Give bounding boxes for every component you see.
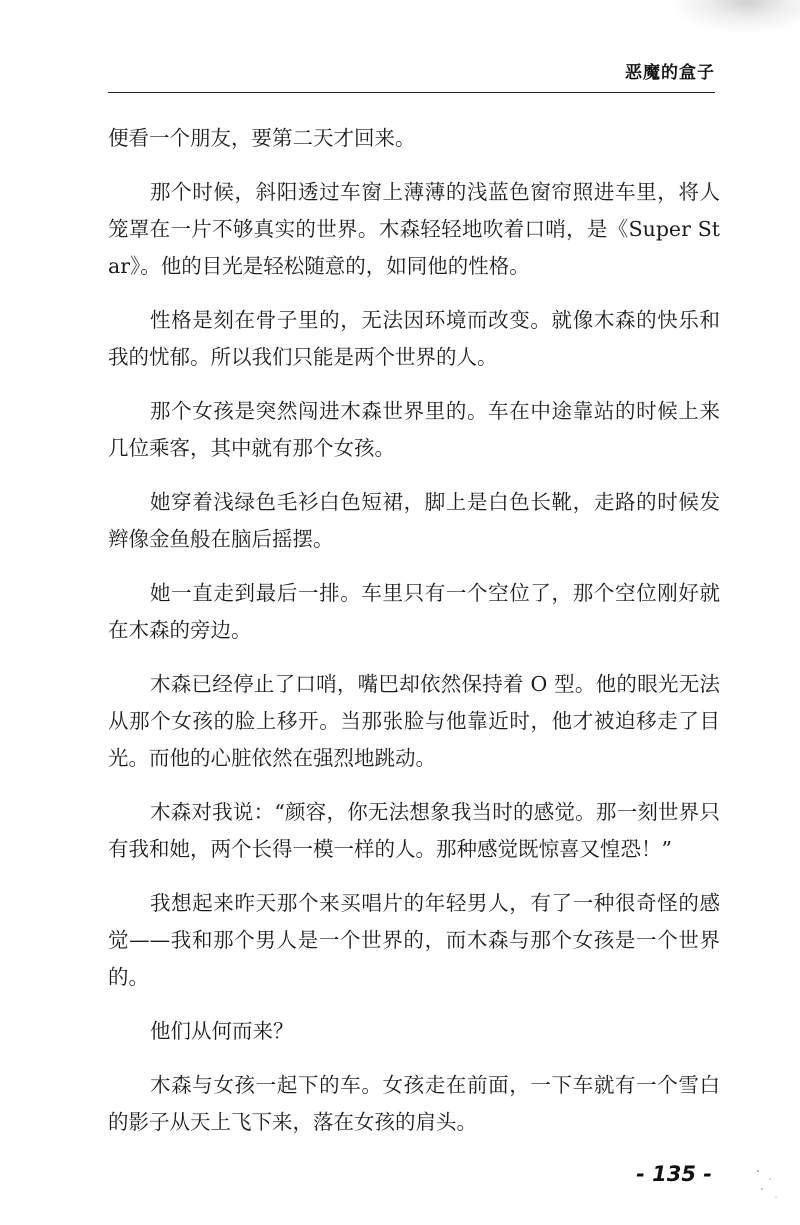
- paragraph-4: 那个女孩是突然闯进木森世界里的。车在中途靠站的时候上来几位乘客，其中就有那个女孩。: [108, 399, 720, 460]
- paragraph-5: 她穿着浅绿色毛衫白色短裙，脚上是白色长靴，走路的时候发辫像金鱼般在脑后摇摆。: [108, 490, 720, 551]
- paragraph-10: 他们从何而来？: [150, 1019, 294, 1043]
- paragraph-3: 性格是刻在骨子里的，无法因环境而改变。就像木森的快乐和我的忧郁。所以我们只能是两个世界的人。: [108, 308, 720, 369]
- scan-specks: [750, 1165, 786, 1205]
- paragraph-6: 她一直走到最后一排。车里只有一个空位了，那个空位刚好就在木森的旁边。: [108, 581, 720, 642]
- header-rule: [108, 92, 715, 93]
- scan-smudge: [670, 0, 800, 34]
- body-text: [108, 120, 720, 1158]
- paragraph-7: 木森已经停止了口哨，嘴巴却依然保持着 O 型。他的眼光无法从那个女孩的脸上移开。当那张脸与他靠近时，他才被迫移走了目光。而他的心脏依然在强烈地跳动。: [108, 672, 720, 770]
- paragraph-1: 便看一个朋友，要第二天才回来。: [108, 126, 416, 150]
- paragraph-11: 木森与女孩一起下的车。女孩走在前面，一下车就有一个雪白的影子从天上飞下来，落在女孩的肩头。: [108, 1073, 720, 1134]
- paragraph-9: 我想起来昨天那个来买唱片的年轻男人，有了一种很奇怪的感觉——我和那个男人是一个世界的，而木森与那个女孩是一个世界的。: [108, 891, 720, 989]
- paragraph-8: 木森对我说：“颜容，你无法想象我当时的感觉。那一刻世界只有我和她，两个长得一模一样的人。那种感觉既惊喜又惶恐！”: [108, 800, 720, 861]
- paragraph-2: 那个时候，斜阳透过车窗上薄薄的浅蓝色窗帘照进车里，将人笼罩在一片不够真实的世界。木森轻轻地吹着口哨，是《Super Star》。他的目光是轻松随意的，如同他的性格。: [108, 180, 720, 278]
- running-head-title: 恶魔的盒子: [625, 63, 715, 83]
- page-number: - 135 -: [636, 1162, 712, 1186]
